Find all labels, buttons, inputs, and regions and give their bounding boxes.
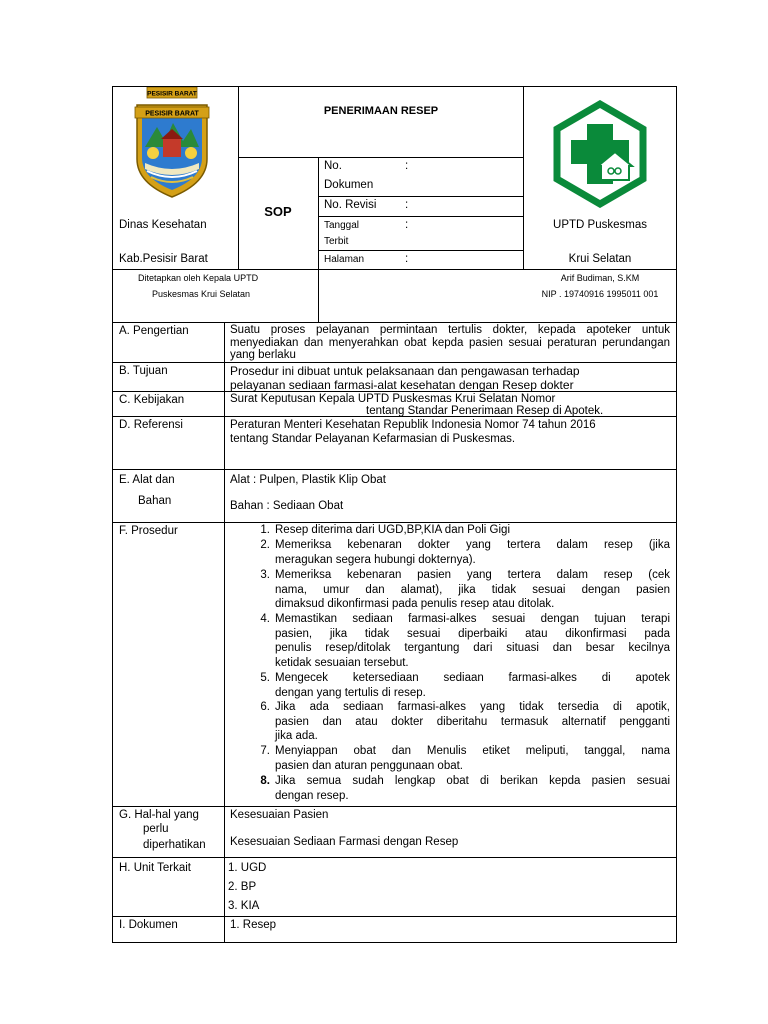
page-label: Halaman	[324, 254, 365, 265]
procedure-step-line: jika ada.	[275, 730, 318, 742]
section-c-label: C. Kebijakan	[119, 394, 185, 406]
procedure-step-line: Resep diterima dari UGD,BP,KIA dan Poli Gigi	[275, 524, 511, 536]
row-divider-e	[112, 469, 677, 470]
section-g-label-1: G. Hal-hal yang	[119, 809, 199, 821]
section-b-text-2: pelayanan sediaan farmasi-alat kesehatan dengan Resep dokter	[230, 378, 574, 392]
signatory-nip: NIP . 19740916 1995011 001	[541, 289, 659, 299]
pesisir-barat-logo	[133, 87, 211, 199]
section-d-label: D. Referensi	[119, 419, 183, 431]
right-org-line-2: Krui Selatan	[568, 253, 632, 265]
section-d-text-1: Peraturan Menteri Kesehatan Republik Indonesia Nomor 74 tahun 2016	[230, 419, 596, 431]
section-h-item: 1. UGD	[228, 862, 267, 874]
section-g-text-2: Kesesuaian Sediaan Farmasi dengan Resep	[230, 836, 459, 848]
section-g-label-2: perlu	[143, 823, 169, 835]
doc-number-label-2: Dokumen	[324, 179, 374, 191]
date-label: Tanggal	[324, 220, 360, 231]
header-vline-2	[318, 157, 319, 323]
left-org-line-1: Dinas Kesehatan	[119, 219, 207, 231]
date-label-2: Terbit	[324, 236, 349, 247]
section-c-text-2: tentang Standar Penerimaan Resep di Apotek.	[366, 405, 604, 417]
signatory-name: Arif Budiman, S.KM	[560, 273, 640, 283]
procedure-step-line: Jika ada sediaan farmasi-alkes yang tidak tersedia di apotik,	[275, 701, 670, 713]
established-line-1: Ditetapkan oleh Kepala UPTD	[138, 273, 259, 283]
section-d-text-2: tentang Standar Pelayanan Kefarmasian di Puskesmas.	[230, 433, 516, 445]
left-org-line-2: Kab.Pesisir Barat	[119, 253, 208, 265]
established-line-2: Puskesmas Krui Selatan	[152, 289, 251, 299]
row-divider-h	[112, 857, 677, 858]
section-e-text-2: Bahan : Sediaan Obat	[230, 500, 344, 512]
row-divider-b	[112, 362, 677, 363]
header-hline-established	[112, 269, 677, 270]
section-b-label: B. Tujuan	[119, 365, 168, 377]
procedure-step-line: ketidak sesuaian tersebut.	[275, 656, 409, 669]
procedure-step-line: dengan resep.	[275, 789, 349, 802]
section-g-label-3: diperhatikan	[143, 839, 206, 851]
section-i-text: 1. Resep	[230, 919, 277, 931]
header-border-left	[112, 86, 113, 323]
procedure-step-line: Mengecek ketersediaan sediaan farmasi-alkes di apotek	[275, 672, 670, 684]
procedure-step-line: pasien, jika tidak sesuai diperbaiki atau dikonfirmasi pada	[275, 627, 670, 640]
procedure-step-line: Menyiappan obat dan Menulis etiket meliputi, tanggal, nama	[275, 745, 670, 757]
header-border-right	[676, 86, 677, 323]
procedure-step-number: 1.	[260, 524, 270, 536]
svg-text:PESISIR BARAT: PESISIR BARAT	[147, 90, 197, 98]
section-c-text-1: Surat Keputusan Kepala UPTD Puskesmas Krui Selatan Nomor	[230, 393, 556, 405]
revision-colon: :	[405, 199, 409, 211]
section-f-label: F. Prosedur	[119, 525, 178, 537]
procedure-step-line: Memeriksa kebenaran pasien yang tertera dalam resep (cek	[275, 569, 670, 581]
section-h-label: H. Unit Terkait	[119, 862, 192, 874]
date-colon: :	[405, 219, 409, 231]
procedure-step-line: meragukan segera hubungi dokternya).	[275, 553, 476, 566]
section-a-text: Suatu proses pelayanan permintaan tertulis dokter, kepada apoteker untuk menyediakan dan menyerahkan obat kepda pasien sesuai peraturan perundangan yang berlaku	[230, 324, 670, 361]
procedure-step-number: 6.	[260, 701, 270, 713]
svg-text:PESISIR BARAT: PESISIR BARAT	[145, 110, 199, 118]
procedure-step-line: Memeriksa kebenaran dokter yang tertera dalam resep (jika	[275, 539, 670, 551]
page-title: PENERIMAAN RESEP	[323, 105, 439, 117]
revision-label: No. Revisi	[324, 199, 377, 211]
procedure-step-line: nama, umur dan alamat), jika tidak sesuai dengan pasien	[275, 583, 670, 596]
procedure-step-number: 4.	[260, 613, 270, 625]
section-e-label-1: E. Alat dan	[119, 474, 175, 486]
header-hline-date	[318, 216, 524, 217]
body-border-top	[112, 322, 677, 323]
row-divider-i	[112, 916, 677, 917]
page-colon: :	[405, 253, 409, 265]
procedure-step-line: dengan yang tertulis di resep.	[275, 686, 426, 699]
procedure-step-line: pasien dan aturan penggunaan obat.	[275, 759, 463, 772]
section-g-text-1: Kesesuaian Pasien	[230, 809, 329, 821]
section-b-text-1: Prosedur ini dibuat untuk pelaksanaan dan pengawasan terhadap	[230, 364, 580, 378]
header-hline-page	[318, 250, 524, 251]
right-org-line-1: UPTD Puskesmas	[553, 219, 647, 231]
procedure-step-line: Memastikan sediaan farmasi-alkes sesuai dengan tujuan terapi	[275, 613, 670, 625]
row-divider-g	[112, 806, 677, 807]
procedure-step-number: 2.	[260, 539, 270, 551]
puskesmas-logo	[551, 100, 649, 208]
section-i-label: I. Dokumen	[119, 919, 178, 931]
section-a-label: A. Pengertian	[119, 325, 189, 337]
section-e-text-1: Alat : Pulpen, Plastik Klip Obat	[230, 474, 386, 486]
body-border-bottom	[112, 942, 677, 943]
header-hline-rev	[318, 196, 524, 197]
procedure-step-line: dimaksud dikonfirmasi pada penulis resep atau ditolak.	[275, 598, 555, 610]
procedure-step-line: penulis resep/ditolak tergantung dari situasi dan besar kecilnya	[275, 642, 670, 654]
procedure-step-line: Jika semua sudah lengkap obat di berikan kepda pasien sesuai	[275, 775, 670, 787]
section-h-item: 2. BP	[228, 881, 257, 893]
section-e-label-2: Bahan	[138, 495, 172, 507]
doc-number-colon: :	[405, 160, 409, 172]
doc-number-label: No.	[324, 160, 342, 172]
sop-label: SOP	[264, 204, 292, 219]
procedure-step-number: 3.	[260, 569, 270, 581]
section-h-item: 3. KIA	[228, 900, 260, 912]
header-hline-title	[238, 157, 524, 158]
procedure-step-number: 8.	[260, 775, 270, 787]
procedure-step-line: pasien dan atau dokter diberitahu termasuk alternatif pengganti	[275, 715, 670, 728]
procedure-step-number: 7.	[260, 745, 270, 757]
procedure-step-number: 5.	[260, 672, 270, 684]
